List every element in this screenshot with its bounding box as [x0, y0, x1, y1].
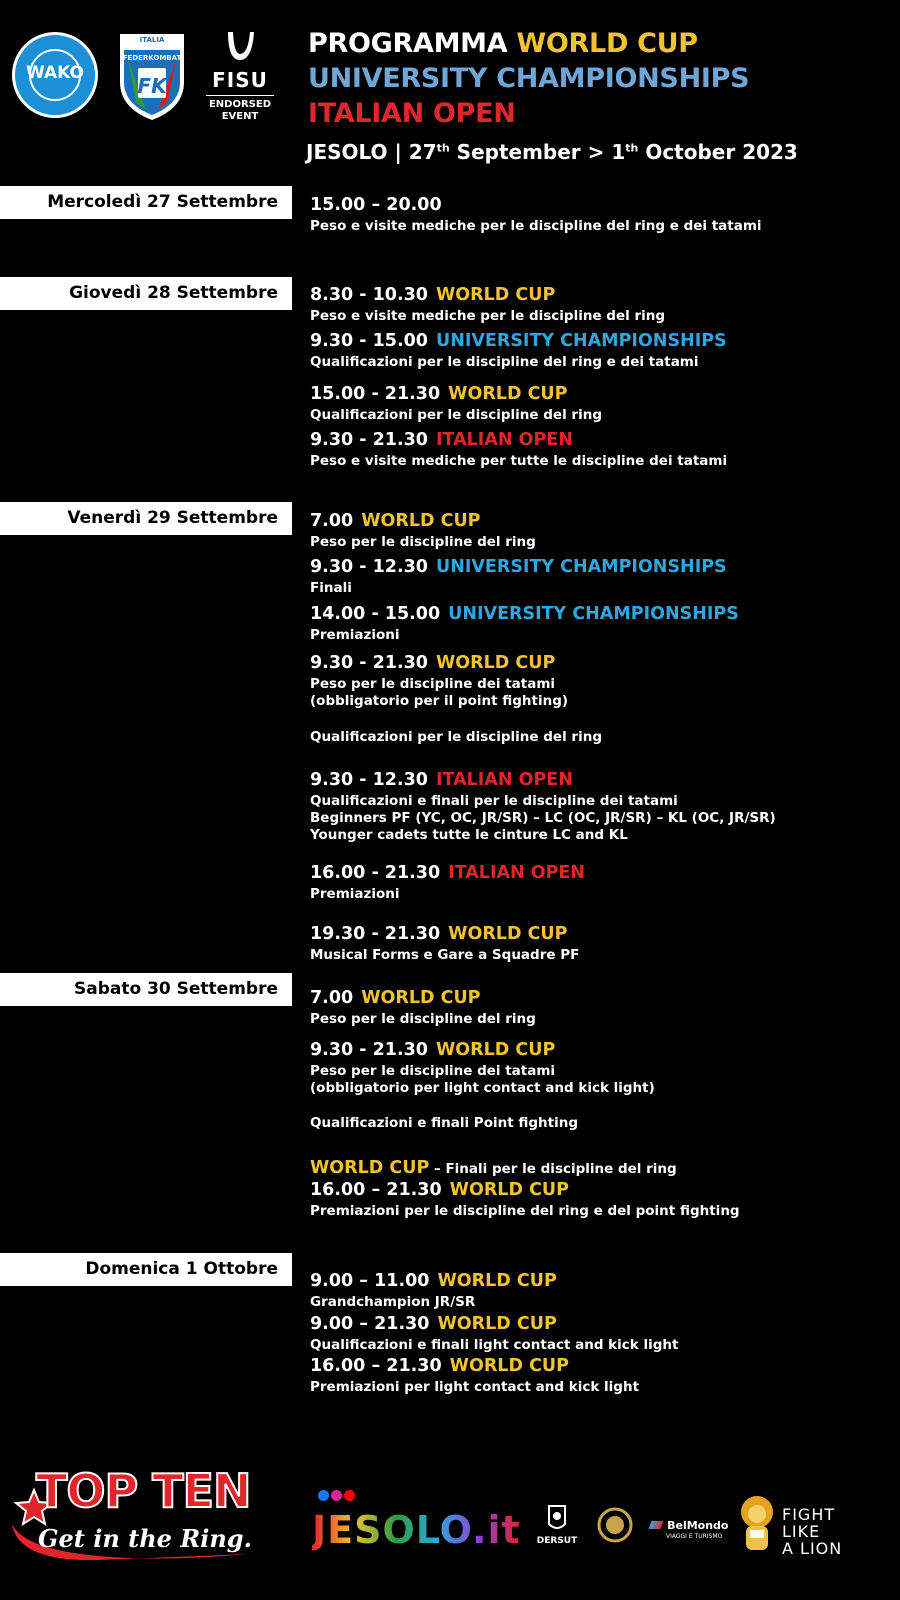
event-desc: Peso e visite mediche per tutte le discipline dei tatami	[310, 452, 728, 469]
event-item	[310, 197, 762, 235]
event-item	[310, 333, 727, 371]
belmondo-mark-icon	[649, 1521, 664, 1529]
event-item	[310, 926, 579, 964]
event-tag: WORLD CUP	[310, 1158, 430, 1178]
event-item	[310, 606, 739, 644]
event-item	[310, 386, 602, 424]
title-university: UNIVERSITY CHAMPIONSHIPS	[308, 63, 750, 94]
event-desc: (obbligatorio per il point fighting)	[310, 692, 569, 709]
fisu-divider	[206, 95, 274, 96]
belmondo-sub: VIAGGI E TURISMO	[666, 1533, 723, 1540]
day-bar-wednesday	[0, 186, 292, 219]
youtube-icon[interactable]	[344, 1490, 355, 1501]
event-desc: Beginners PF (YC, OC, JR/SR) – LC (OC, JR/SR) – KL (OC, JR/SR)	[310, 809, 776, 826]
event-tag: WORLD CUP	[437, 1271, 557, 1291]
belmondo-logo	[650, 1514, 728, 1540]
event-tag: UNIVERSITY CHAMPIONSHIPS	[435, 331, 727, 351]
event-desc: Qualificazioni e finali light contact and kick light	[310, 1336, 679, 1353]
fight-line-1: FIGHT	[782, 1505, 836, 1524]
event-tag: WORLD CUP	[361, 511, 481, 531]
federkombat-name: FEDERKOMBAT	[122, 54, 182, 62]
federkombat-mark: FK	[137, 74, 167, 98]
event-time: 16.00 – 21.30	[310, 1356, 442, 1376]
topten-slogan: Get in the Ring.	[38, 1524, 252, 1553]
event-desc: Grandchampion JR/SR	[310, 1293, 476, 1310]
event-time: 15.00 - 21.30	[310, 384, 441, 404]
day-label: Mercoledì 27 Settembre	[47, 192, 278, 212]
event-time: 7.00	[310, 511, 354, 531]
wako-text: WAKO	[25, 63, 84, 83]
event-item	[310, 1316, 678, 1354]
event-time: 9.30 - 21.30	[310, 1040, 428, 1060]
event-tag: WORLD CUP	[435, 653, 556, 673]
event-desc: Premiazioni	[310, 626, 400, 643]
event-tag: WORLD CUP	[448, 384, 568, 404]
jesolo-logo	[312, 1508, 521, 1552]
event-desc: Peso per le discipline del ring	[310, 1010, 536, 1027]
event-time: 14.00 - 15.00	[310, 604, 441, 624]
event-desc: Qualificazioni e finali Point fighting	[310, 1114, 579, 1131]
facebook-icon[interactable]	[318, 1490, 329, 1501]
event-desc: Premiazioni	[310, 885, 400, 902]
day-bar-friday	[0, 502, 292, 535]
event-time: 9.00 – 11.00	[310, 1271, 430, 1291]
event-tag: ITALIAN OPEN	[435, 770, 573, 790]
event-desc: Peso e visite mediche per le discipline del ring	[310, 307, 666, 324]
day-bar-sunday	[0, 1253, 292, 1286]
event-desc: Premiazioni per light contact and kick light	[310, 1378, 640, 1395]
federkombat-country: ITALIA	[139, 36, 165, 44]
event-desc: Premiazioni per le discipline del ring e del point fighting	[310, 1202, 740, 1219]
wako-logo	[12, 32, 98, 118]
event-item	[310, 513, 536, 551]
fight-like-a-lion	[782, 1506, 842, 1557]
event-desc: (obbligatorio per light contact and kick light)	[310, 1079, 655, 1096]
event-time: 16.00 - 21.30	[310, 863, 441, 883]
event-desc: Peso per le discipline dei tatami	[310, 675, 556, 692]
event-item	[310, 559, 727, 597]
event-time: 9.30 - 12.30	[310, 557, 428, 577]
subtitle-part-b: September > 1	[449, 140, 626, 164]
social-icons	[318, 1486, 357, 1505]
event-tag: UNIVERSITY CHAMPIONSHIPS	[435, 557, 727, 577]
prince-badge-logo	[597, 1507, 633, 1543]
event-tag: UNIVERSITY CHAMPIONSHIPS	[448, 604, 739, 624]
event-desc: Qualificazioni per le discipline del ring e dei tatami	[310, 353, 699, 370]
instagram-icon[interactable]	[331, 1490, 342, 1501]
dersut-name: DERSUT	[536, 1536, 578, 1546]
event-time: 9.30 - 12.30	[310, 770, 428, 790]
event-tag: WORLD CUP	[449, 1356, 569, 1376]
event-tag: ITALIAN OPEN	[448, 863, 586, 883]
event-time: 9.30 - 21.30	[310, 653, 428, 673]
event-tag: WORLD CUP	[449, 1180, 569, 1200]
event-time: 16.00 – 21.30	[310, 1180, 442, 1200]
subtitle-part-a: JESOLO | 27	[306, 140, 437, 164]
event-time: 15.00 – 20.00	[310, 195, 442, 215]
event-item	[310, 1182, 740, 1220]
event-tag: ITALIAN OPEN	[435, 430, 573, 450]
fisu-endorsed: ENDORSED	[208, 99, 272, 110]
fisu-event: EVENT	[221, 111, 259, 122]
event-desc: Peso e visite mediche per le discipline del ring e dei tatami	[310, 217, 762, 234]
event-desc: Younger cadets tutte le cinture LC and KL	[310, 826, 628, 843]
event-item	[310, 655, 602, 746]
event-item	[310, 990, 536, 1028]
fight-line-2: LIKE	[782, 1522, 821, 1541]
event-time: 19.30 - 21.30	[310, 924, 441, 944]
day-label: Domenica 1 Ottobre	[85, 1259, 278, 1279]
topten-logo	[8, 1466, 270, 1566]
day-label: Venerdì 29 Settembre	[67, 508, 278, 528]
title-programma: PROGRAMMA	[308, 28, 508, 59]
day-bar-thursday	[0, 277, 292, 310]
day-bar-saturday	[0, 973, 292, 1006]
day-label: Giovedì 28 Settembre	[69, 283, 278, 303]
event-desc: Musical Forms e Gare a Squadre PF	[310, 946, 580, 963]
event-tag: WORLD CUP	[435, 1040, 556, 1060]
event-item	[310, 772, 776, 844]
fight-line-3: A LION	[782, 1539, 843, 1558]
event-time: 9.30 - 21.30	[310, 430, 428, 450]
event-desc: – Finali per le discipline del ring	[429, 1161, 677, 1177]
title-line-1	[308, 30, 698, 57]
event-item	[310, 1358, 639, 1396]
belmondo-name: BelMondo	[667, 1519, 729, 1532]
event-time: 8.30 - 10.30	[310, 285, 428, 305]
subtitle-part-c: October 2023	[638, 140, 798, 164]
event-desc: Peso per le discipline del ring	[310, 533, 536, 550]
dersut-logo	[536, 1504, 578, 1546]
event-tag: WORLD CUP	[448, 924, 568, 944]
fisu-name: FISU	[212, 68, 268, 92]
event-item	[310, 1158, 677, 1178]
title-world-cup: WORLD CUP	[516, 28, 698, 59]
fisu-emblem-icon	[220, 30, 260, 64]
dersut-emblem-icon	[536, 1504, 578, 1532]
event-desc: Peso per le discipline dei tatami	[310, 1062, 556, 1079]
day-label: Sabato 30 Settembre	[73, 979, 278, 999]
event-item	[310, 287, 665, 325]
lion-mascot-icon	[736, 1494, 778, 1554]
event-desc: Finali	[310, 579, 352, 596]
topten-text: TOP TEN	[36, 1464, 251, 1518]
event-desc: Qualificazioni per le discipline del ring	[310, 406, 602, 423]
subtitle-sup-2: th	[625, 141, 639, 155]
event-location-dates	[306, 140, 798, 164]
event-tag: WORLD CUP	[435, 285, 556, 305]
event-tag: WORLD CUP	[437, 1314, 557, 1334]
event-time: 7.00	[310, 988, 354, 1008]
event-item	[310, 865, 585, 903]
jesolo-text: JESOLO.it	[312, 1508, 521, 1552]
fisu-logo	[200, 30, 280, 123]
title-italian-open: ITALIAN OPEN	[308, 98, 516, 129]
event-item	[310, 432, 727, 470]
event-time: 9.00 – 21.30	[310, 1314, 430, 1334]
event-time: 9.30 - 15.00	[310, 331, 428, 351]
event-desc: Qualificazioni e finali per le discipline dei tatami	[310, 792, 678, 809]
event-desc: Qualificazioni per le discipline del ring	[310, 728, 602, 745]
event-item	[310, 1273, 557, 1311]
event-tag: WORLD CUP	[361, 988, 481, 1008]
event-item	[310, 1042, 655, 1132]
subtitle-sup-1: th	[436, 141, 450, 155]
